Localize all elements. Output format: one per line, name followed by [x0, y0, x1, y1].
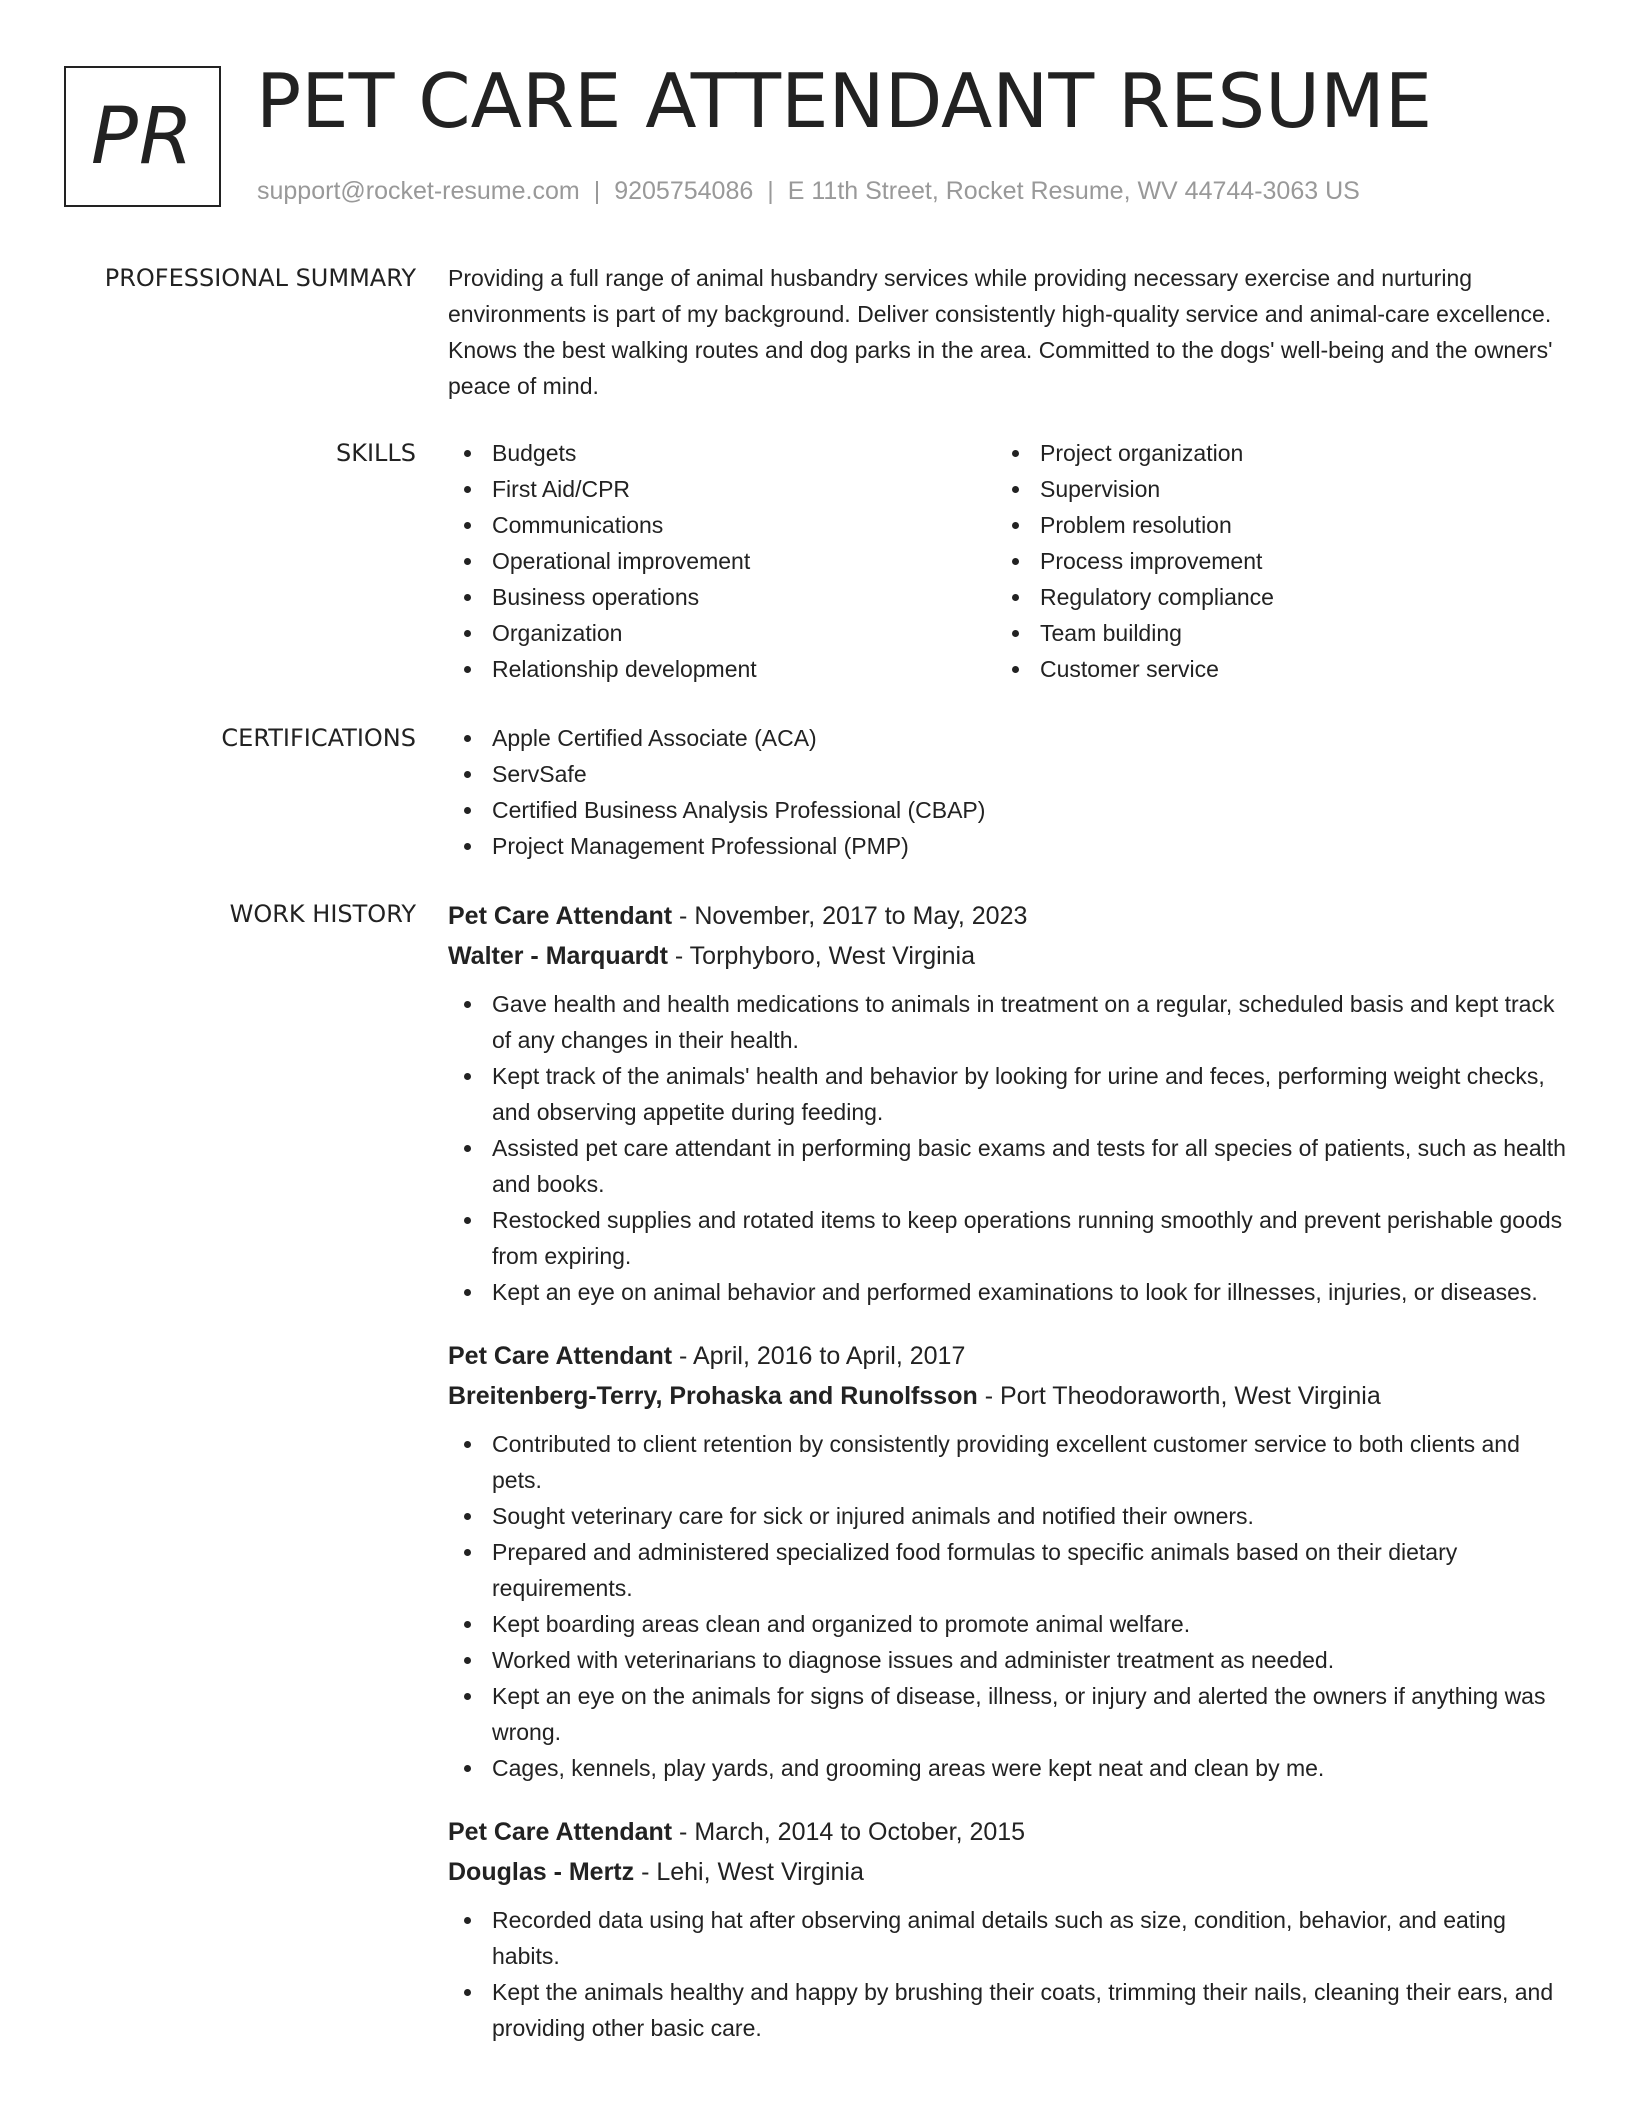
job-location: - Lehi, West Virginia	[634, 1858, 864, 1886]
summary-text: Providing a full range of animal husbandry services while providing necessary exercise and nurturing environments is part of my background. Deliver consistently high-quality service and animal-care excellence. Knows the best walking routes and dog parks in the area. Committed to the dogs' well-being and the owners' peace of mind.	[448, 265, 1553, 399]
certification-item: Certified Business Analysis Professional (CBAP)	[492, 792, 1568, 828]
job-company: Walter - Marquardt	[448, 942, 668, 970]
skill-item: Supervision	[1040, 471, 1274, 507]
skill-item: Organization	[492, 615, 757, 651]
job-bullet: Kept the animals healthy and happy by brushing their coats, trimming their nails, cleaning their ears, and providing other basic care.	[492, 1974, 1568, 2046]
certification-item: Project Management Professional (PMP)	[492, 828, 1568, 864]
contact-phone: 9205754086	[614, 177, 754, 205]
skill-item: Regulatory compliance	[1040, 579, 1274, 615]
contact-separator: |	[593, 177, 601, 205]
job-bullet: Sought veterinary care for sick or injured animals and notified their owners.	[492, 1498, 1568, 1534]
skill-item: Customer service	[1040, 651, 1274, 687]
job-dates: - March, 2014 to October, 2015	[672, 1818, 1026, 1846]
contact-address: E 11th Street, Rocket Resume, WV 44744-3063 US	[787, 177, 1360, 205]
job-dates: - November, 2017 to May, 2023	[672, 902, 1028, 930]
skill-item: Budgets	[492, 435, 757, 471]
job-bullet: Cages, kennels, play yards, and grooming areas were kept neat and clean by me.	[492, 1750, 1568, 1786]
job-company-line	[448, 936, 1568, 976]
job-bullet: Contributed to client retention by consistently providing excellent customer service to both clients and pets.	[492, 1426, 1568, 1498]
job-company: Breitenberg-Terry, Prohaska and Runolfsson	[448, 1382, 978, 1410]
section-label-certifications: CERTIFICATIONS	[221, 724, 416, 752]
job-dates: - April, 2016 to April, 2017	[672, 1342, 966, 1370]
certifications-list	[448, 720, 1568, 864]
job-bullet: Kept an eye on the animals for signs of disease, illness, or injury and alerted the owners if anything was wrong.	[492, 1678, 1568, 1750]
contact-separator: |	[767, 177, 774, 205]
job-company: Douglas - Mertz	[448, 1858, 635, 1886]
skill-item: Problem resolution	[1040, 507, 1274, 543]
job-title-line	[448, 1812, 1568, 1852]
job-entry	[448, 1336, 1568, 1786]
skill-item: Project organization	[1040, 435, 1274, 471]
contact-email: support@rocket-resume.com	[257, 177, 580, 205]
job-entry	[448, 896, 1568, 1310]
job-title: Pet Care Attendant	[448, 1818, 673, 1846]
job-bullet: Kept an eye on animal behavior and performed examinations to look for illnesses, injuries, or diseases.	[492, 1274, 1568, 1310]
skill-item: Process improvement	[1040, 543, 1274, 579]
certification-item: Apple Certified Associate (ACA)	[492, 720, 1568, 756]
skill-item: Communications	[492, 507, 757, 543]
job-bullet-list	[448, 1426, 1568, 1786]
job-bullet: Prepared and administered specialized food formulas to specific animals based on their dietary requirements.	[492, 1534, 1568, 1606]
section-label-summary: PROFESSIONAL SUMMARY	[104, 264, 416, 292]
job-bullet: Kept boarding areas clean and organized to promote animal welfare.	[492, 1606, 1568, 1642]
job-title-line	[448, 1336, 1568, 1376]
skill-item: First Aid/CPR	[492, 471, 757, 507]
certifications-content	[448, 720, 1568, 864]
monogram-initials: PR	[90, 91, 195, 182]
job-location: - Port Theodoraworth, West Virginia	[977, 1382, 1381, 1410]
job-bullet: Worked with veterinarians to diagnose issues and administer treatment as needed.	[492, 1642, 1568, 1678]
skill-item: Relationship development	[492, 651, 757, 687]
summary-content	[448, 260, 1568, 404]
job-title: Pet Care Attendant	[448, 902, 673, 930]
section-label-work-history: WORK HISTORY	[229, 900, 416, 928]
skills-list-left	[448, 435, 757, 687]
skill-item: Operational improvement	[492, 543, 757, 579]
job-title-line	[448, 896, 1568, 936]
job-bullet: Restocked supplies and rotated items to keep operations running smoothly and prevent perishable goods from expiring.	[492, 1202, 1568, 1274]
job-bullet-list	[448, 1902, 1568, 2046]
monogram-box	[64, 66, 221, 207]
job-title: Pet Care Attendant	[448, 1342, 673, 1370]
job-company-line	[448, 1852, 1568, 1892]
job-bullet: Recorded data using hat after observing animal details such as size, condition, behavior, and eating habits.	[492, 1902, 1568, 1974]
work-history-content	[448, 896, 1568, 2046]
resume-title: PET CARE ATTENDANT RESUME	[256, 57, 1433, 145]
certification-item: ServSafe	[492, 756, 1568, 792]
job-bullet-list	[448, 986, 1568, 1310]
job-company-line	[448, 1376, 1568, 1416]
job-bullet: Kept track of the animals' health and behavior by looking for urine and feces, performing weight checks, and observing appetite during feeding.	[492, 1058, 1568, 1130]
job-entry	[448, 1812, 1568, 2046]
job-bullet: Gave health and health medications to animals in treatment on a regular, scheduled basis and kept track of any changes in their health.	[492, 986, 1568, 1058]
section-label-skills: SKILLS	[335, 439, 416, 467]
skills-list-right	[996, 435, 1274, 687]
contact-line	[257, 173, 1360, 209]
skill-item: Team building	[1040, 615, 1274, 651]
job-bullet: Assisted pet care attendant in performing basic exams and tests for all species of patients, such as health and books.	[492, 1130, 1568, 1202]
job-location: - Torphyboro, West Virginia	[667, 942, 976, 970]
skill-item: Business operations	[492, 579, 757, 615]
